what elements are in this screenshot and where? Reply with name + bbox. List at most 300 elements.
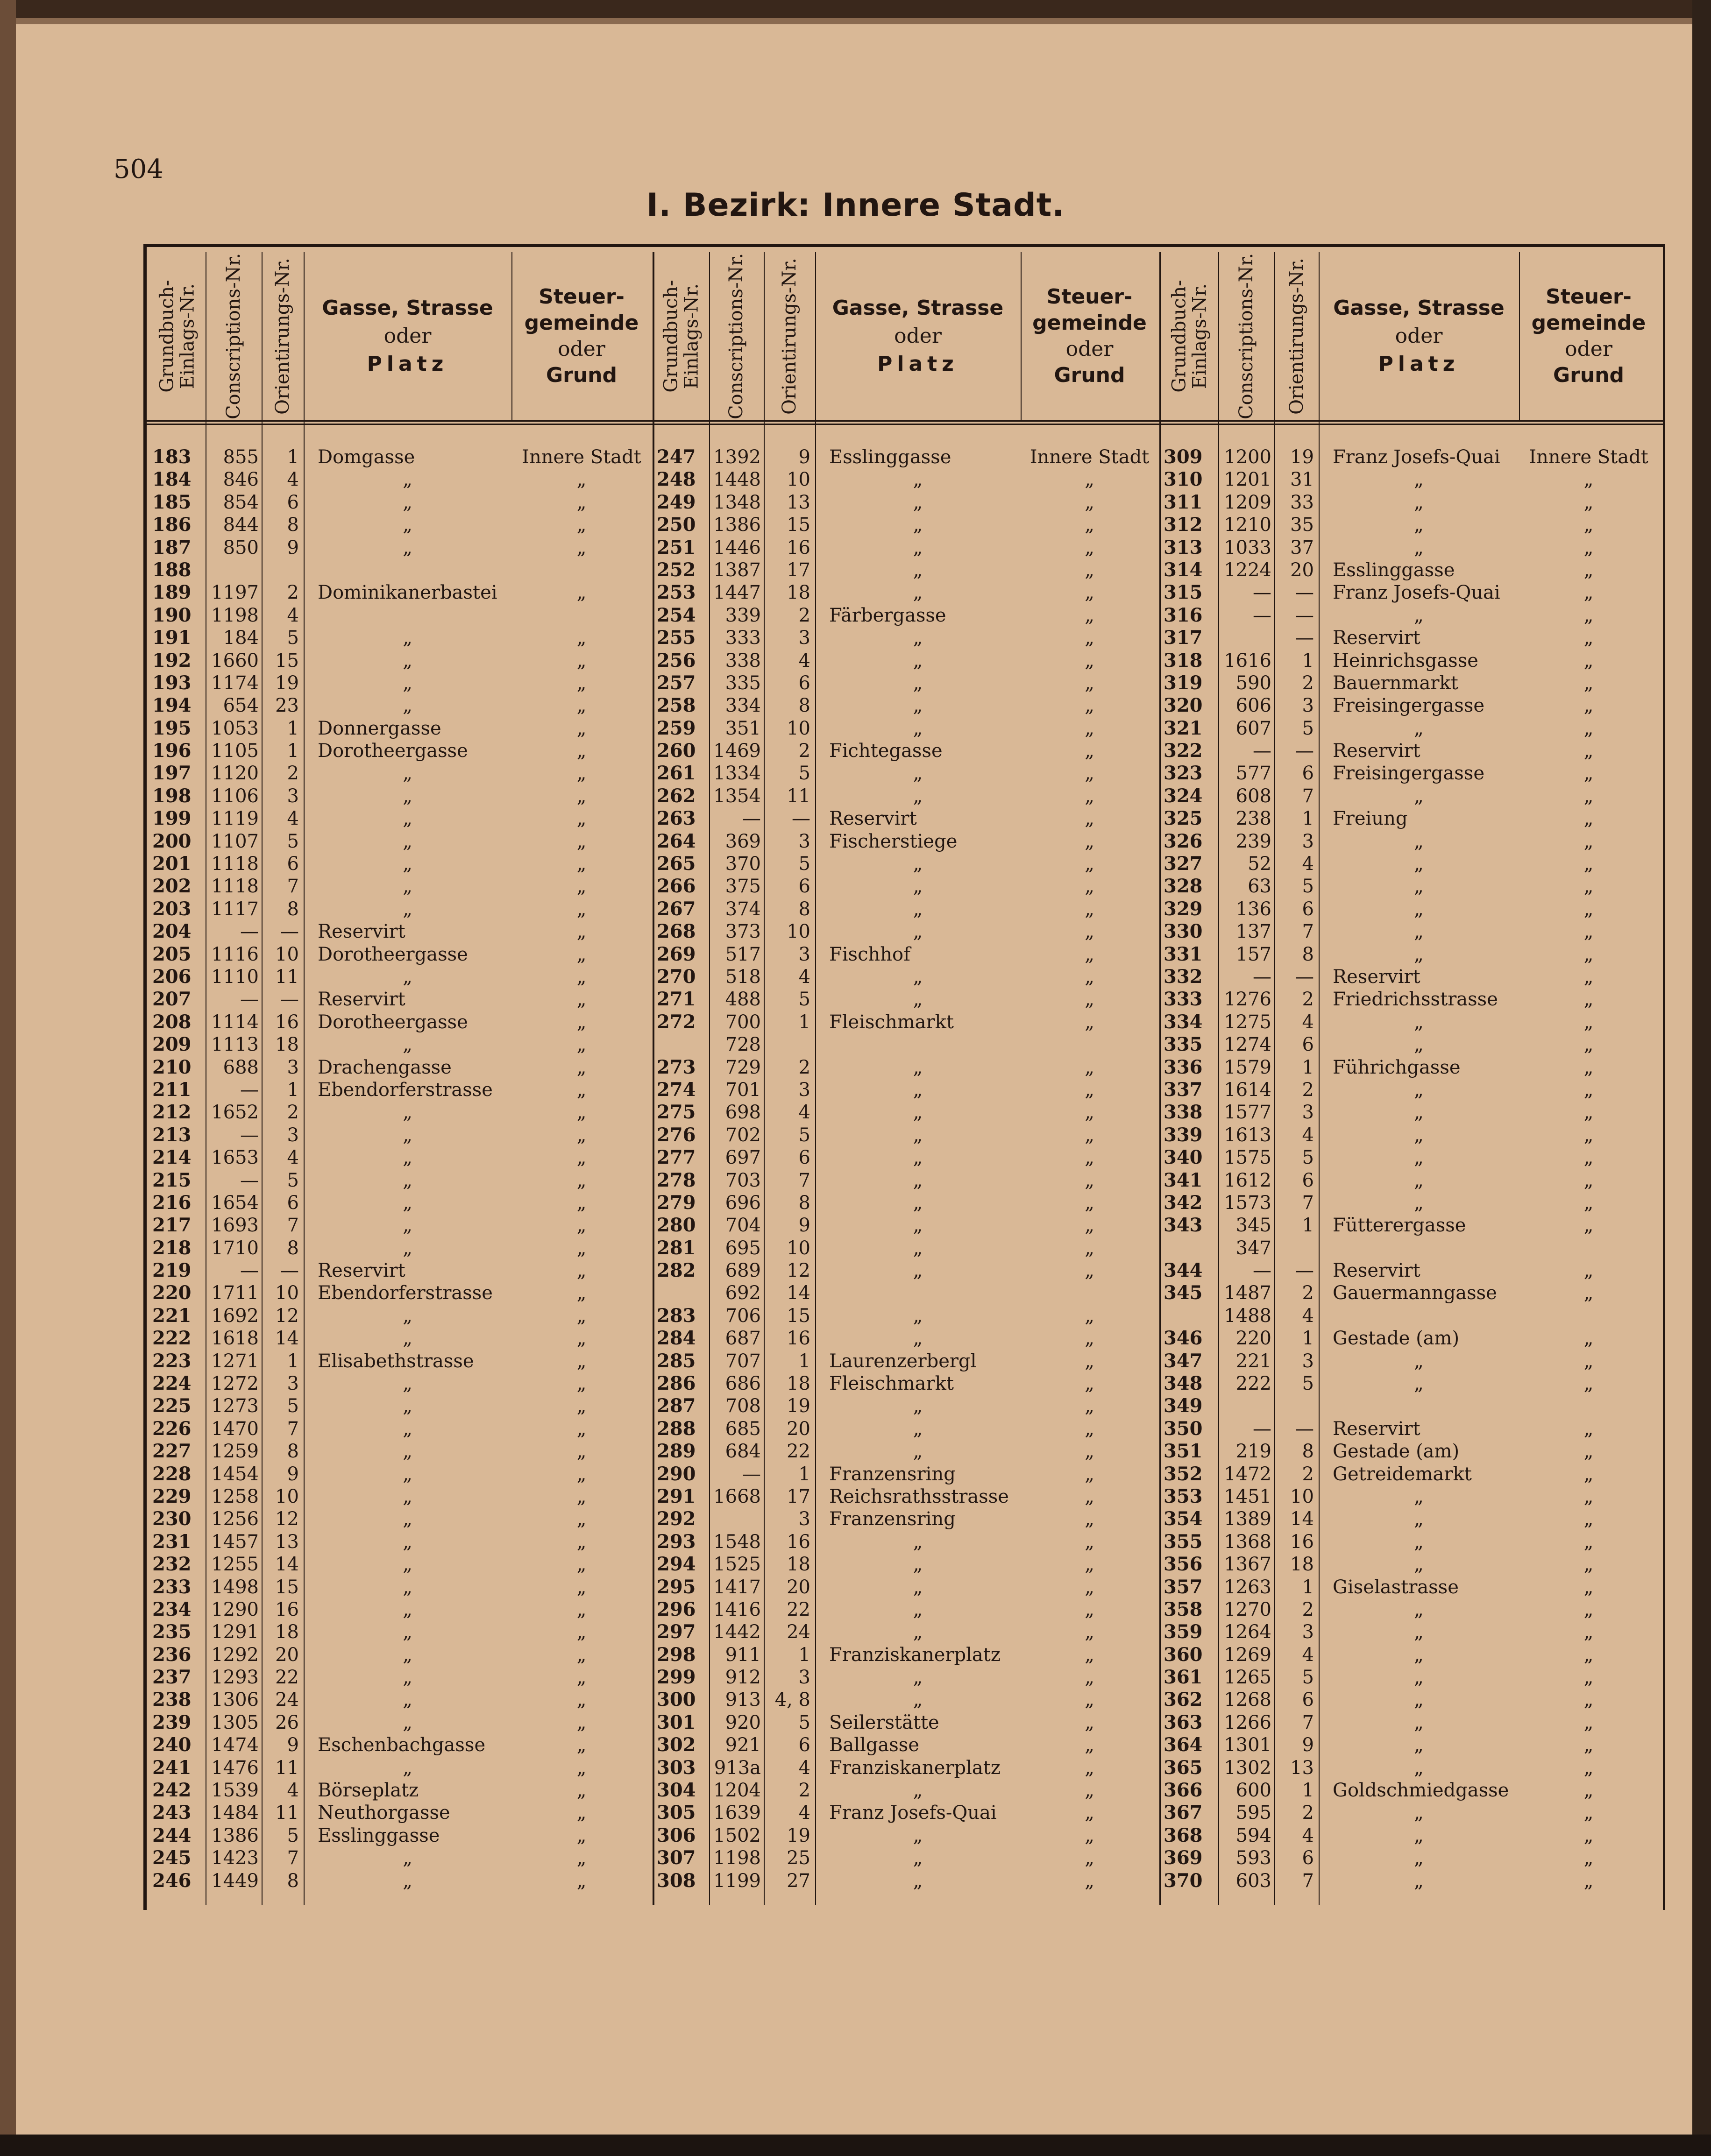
street-name: „: [913, 469, 923, 491]
conscription-number: 222: [1235, 1373, 1271, 1395]
orientirung-number: 1: [1302, 650, 1314, 672]
orientirung-number: 3: [287, 785, 299, 807]
orientirung-number: 10: [275, 1282, 299, 1304]
tax-district: „: [1085, 1373, 1094, 1395]
tax-district: „: [576, 650, 587, 672]
tax-district: „: [1085, 1508, 1094, 1530]
grundbuch-number: 287: [657, 1395, 696, 1417]
grundbuch-number: 278: [657, 1169, 696, 1191]
conscription-number: 606: [1235, 695, 1271, 717]
street-name: Eschenbachgasse: [318, 1734, 486, 1756]
street-name: „: [913, 627, 923, 649]
orientirung-number: 35: [1290, 514, 1314, 536]
orientirung-number: 6: [798, 876, 810, 898]
grundbuch-number: 311: [1164, 491, 1203, 513]
street-name: Goldschmiedgasse: [1333, 1780, 1509, 1802]
orientirung-number: 3: [287, 1056, 299, 1078]
tax-district: „: [576, 695, 587, 717]
conscription-number: 1114: [211, 1011, 259, 1033]
orientirung-number: —: [1295, 966, 1314, 988]
conscription-number: 221: [1235, 1350, 1271, 1372]
tax-district: „: [1085, 627, 1094, 649]
grundbuch-number: 359: [1164, 1621, 1203, 1643]
street-name: „: [913, 717, 923, 739]
grundbuch-number: 305: [657, 1802, 696, 1824]
conscription-number: 1120: [211, 763, 259, 785]
conscription-number: 1119: [211, 808, 259, 830]
grundbuch-number: 199: [152, 807, 192, 830]
orientirung-number: 14: [275, 1328, 299, 1350]
orientirung-number: 7: [1302, 1192, 1314, 1214]
tax-district: „: [1085, 537, 1094, 558]
tax-district: „: [1583, 695, 1594, 717]
conscription-number: 1118: [211, 853, 259, 875]
street-name: „: [1414, 1169, 1424, 1191]
grundbuch-number: 222: [152, 1327, 192, 1350]
orientirung-number: 1: [1302, 1056, 1314, 1078]
tax-district: „: [1583, 853, 1594, 875]
conscription-number: 374: [725, 898, 761, 920]
grundbuch-number: 307: [657, 1847, 696, 1869]
header-orientirungs: [764, 252, 815, 420]
grundbuch-number: 258: [657, 694, 696, 717]
tax-district: „: [576, 1463, 587, 1485]
grundbuch-number: 300: [657, 1689, 696, 1711]
conscription-number: 63: [1248, 876, 1271, 898]
conscription-number: 1348: [713, 491, 761, 513]
street-name: „: [403, 537, 412, 558]
header-divider: [143, 420, 1665, 425]
header-steuer-line: Steuer-: [539, 285, 625, 309]
orientirung-number: 4: [798, 1757, 810, 1779]
conscription-number: 1577: [1224, 1102, 1271, 1124]
grundbuch-number: 298: [657, 1643, 696, 1666]
conscription-number: 1334: [713, 763, 761, 785]
tax-district: „: [576, 1757, 587, 1779]
grundbuch-number: 297: [657, 1621, 696, 1643]
tax-district: „: [1583, 1824, 1594, 1846]
grundbuch-number: 249: [657, 491, 696, 513]
orientirung-number: 5: [1302, 1667, 1314, 1689]
grundbuch-number: 202: [152, 875, 192, 898]
street-name: „: [403, 853, 412, 875]
orientirung-number: —: [280, 989, 299, 1011]
conscription-number: 695: [725, 1237, 761, 1259]
tax-district: „: [1085, 921, 1094, 943]
conscription-number: —: [240, 1124, 259, 1146]
grundbuch-number: 272: [657, 1011, 696, 1033]
grundbuch-number: 266: [657, 875, 696, 898]
street-name: „: [1414, 1531, 1424, 1553]
conscription-number: 1117: [211, 898, 259, 920]
street-name: „: [403, 1508, 412, 1530]
street-name: „: [403, 1689, 412, 1711]
conscription-number: 654: [223, 695, 259, 717]
grundbuch-number: 263: [657, 807, 696, 830]
street-name: „: [403, 785, 412, 807]
grundbuch-number: 341: [1164, 1169, 1203, 1191]
conscription-number: 729: [725, 1056, 761, 1078]
grundbuch-number: 314: [1164, 558, 1203, 581]
street-name: „: [403, 830, 412, 852]
street-name: „: [913, 1847, 923, 1869]
street-name: „: [913, 1621, 923, 1643]
conscription-number: 1573: [1224, 1192, 1271, 1214]
tax-district: „: [1085, 1305, 1094, 1327]
orientirung-number: 17: [787, 559, 810, 581]
orientirung-number: 14: [275, 1554, 299, 1576]
conscription-number: 1291: [211, 1621, 259, 1643]
header-orientirungs: [1274, 252, 1319, 420]
street-name: „: [1414, 1644, 1424, 1666]
orientirung-number: 7: [1302, 1711, 1314, 1733]
street-name: „: [403, 876, 412, 898]
grundbuch-number: 238: [152, 1689, 192, 1711]
street-name: „: [403, 1463, 412, 1485]
street-name: „: [1414, 1079, 1424, 1101]
street-name: Getreidemarkt: [1333, 1463, 1472, 1485]
street-name: „: [913, 1598, 923, 1620]
column-rule: [1021, 252, 1022, 420]
street-name: „: [913, 1124, 923, 1146]
header-grundbuch: [654, 252, 709, 420]
street-name: Elisabethstrasse: [318, 1350, 474, 1372]
grundbuch-number: 265: [657, 853, 696, 875]
orientirung-number: 5: [287, 627, 299, 649]
conscription-number: 1204: [713, 1780, 761, 1802]
orientirung-number: 22: [787, 1441, 810, 1463]
orientirung-number: 7: [1302, 921, 1314, 943]
orientirung-number: 10: [787, 469, 810, 491]
page-bottom-edge: [0, 2135, 1711, 2156]
header-conscriptions: [709, 252, 764, 420]
orientirung-number: 20: [275, 1644, 299, 1666]
header-grundbuch-label: Grundbuch-Einlags-Nr.: [1168, 280, 1211, 393]
conscription-number: 1386: [211, 1824, 259, 1846]
header-gasse: [1319, 252, 1519, 420]
tax-district: „: [1583, 1441, 1594, 1463]
tax-district: „: [576, 1260, 587, 1282]
conscription-number: 184: [223, 627, 259, 649]
tax-district: „: [1583, 1147, 1594, 1169]
tax-district: „: [1583, 604, 1594, 626]
conscription-number: 1446: [713, 537, 761, 558]
conscription-number: 594: [1235, 1824, 1271, 1846]
street-name: „: [913, 1147, 923, 1169]
orientirung-number: 18: [787, 1554, 810, 1576]
tax-district: „: [576, 1824, 587, 1846]
street-name: Fischerstiege: [829, 830, 958, 852]
orientirung-number: 4: [1302, 1644, 1314, 1666]
tax-district: „: [1085, 1847, 1094, 1869]
header-gasse-line: Gasse, Strasse: [1333, 296, 1505, 320]
orientirung-number: —: [792, 808, 810, 830]
grundbuch-number: 342: [1164, 1191, 1203, 1214]
grundbuch-number: 242: [152, 1779, 192, 1802]
street-name: „: [403, 763, 412, 785]
tax-district: „: [576, 1282, 587, 1304]
street-name: „: [913, 537, 923, 558]
conscription-number: 1199: [713, 1870, 761, 1892]
orientirung-number: 6: [287, 1192, 299, 1214]
grundbuch-number: 285: [657, 1350, 696, 1372]
conscription-number: 1416: [713, 1598, 761, 1620]
street-name: „: [403, 1124, 412, 1146]
conscription-number: 1539: [211, 1780, 259, 1802]
orientirung-number: 7: [287, 876, 299, 898]
header-gasse: [815, 252, 1021, 420]
orientirung-number: 4: [1302, 1011, 1314, 1033]
grundbuch-number: 257: [657, 672, 696, 694]
grundbuch-number: 236: [152, 1643, 192, 1666]
conscription-number: 52: [1248, 853, 1271, 875]
tax-district: „: [576, 1169, 587, 1191]
tax-district: „: [1583, 785, 1594, 807]
grundbuch-number: 303: [657, 1756, 696, 1779]
street-name: „: [1414, 1757, 1424, 1779]
tax-district: „: [576, 1034, 587, 1056]
tax-district: „: [1085, 1485, 1094, 1507]
conscription-number: 686: [725, 1373, 761, 1395]
orientirung-number: 24: [275, 1689, 299, 1711]
conscription-number: 1613: [1224, 1124, 1271, 1146]
conscription-number: 1652: [211, 1102, 259, 1124]
grundbuch-number: 365: [1164, 1756, 1203, 1779]
orientirung-number: 1: [1302, 1328, 1314, 1350]
grundbuch-number: 360: [1164, 1643, 1203, 1666]
header-grundbuch: [149, 252, 206, 420]
orientirung-number: 4: [287, 469, 299, 491]
conscription-number: 1110: [211, 966, 259, 988]
tax-district: „: [1085, 966, 1094, 988]
orientirung-number: 3: [798, 627, 810, 649]
header-gasse-line: oder: [383, 324, 432, 348]
street-name: Franz Josefs-Quai: [1333, 446, 1500, 468]
grundbuch-number: 328: [1164, 875, 1203, 898]
orientirung-number: —: [1295, 1260, 1314, 1282]
conscription-number: 1258: [211, 1485, 259, 1507]
street-name: Friedrichsstrasse: [1333, 989, 1498, 1011]
header-steuer-line: Steuer-: [1046, 285, 1133, 309]
grundbuch-number: 205: [152, 943, 192, 965]
tax-district: „: [576, 1305, 587, 1327]
page-title: I. Bezirk: Innere Stadt.: [646, 187, 1065, 224]
street-name: „: [403, 1757, 412, 1779]
orientirung-number: 3: [798, 943, 810, 965]
grundbuch-number: 313: [1164, 536, 1203, 558]
conscription-number: 1442: [713, 1621, 761, 1643]
conscription-number: 373: [725, 921, 761, 943]
conscription-number: 850: [223, 537, 259, 558]
orientirung-number: 13: [275, 1531, 299, 1553]
grundbuch-number: 219: [152, 1259, 192, 1282]
street-name: Dominikanerbastei: [318, 582, 497, 604]
grundbuch-number: 208: [152, 1011, 192, 1033]
tax-district: „: [1583, 1079, 1594, 1101]
street-name: Heinrichsgasse: [1333, 650, 1478, 672]
conscription-number: 593: [1235, 1847, 1271, 1869]
orientirung-number: 3: [798, 830, 810, 852]
tax-district: „: [1583, 1734, 1594, 1756]
tax-district: „: [576, 1576, 587, 1598]
tax-district: „: [576, 740, 587, 762]
tax-district: „: [1085, 695, 1094, 717]
header-gasse-line: Platz: [367, 352, 448, 376]
street-name: Freisingergasse: [1333, 695, 1484, 717]
conscription-number: 1268: [1224, 1689, 1271, 1711]
street-name: „: [1414, 514, 1424, 536]
conscription-number: —: [240, 989, 259, 1011]
conscription-number: 1660: [211, 650, 259, 672]
orientirung-number: 2: [1302, 1079, 1314, 1101]
orientirung-number: 4: [287, 808, 299, 830]
street-name: Bauernmarkt: [1333, 672, 1458, 694]
conscription-number: 1210: [1224, 514, 1271, 536]
tax-district: „: [576, 989, 587, 1011]
grundbuch-number: 264: [657, 830, 696, 852]
orientirung-number: 24: [787, 1621, 810, 1643]
orientirung-number: 9: [1302, 1734, 1314, 1756]
street-name: „: [1414, 1554, 1424, 1576]
conscription-number: 1276: [1224, 989, 1271, 1011]
tax-district: „: [1085, 989, 1094, 1011]
orientirung-number: 11: [275, 1802, 299, 1824]
tax-district: „: [1583, 763, 1594, 785]
grundbuch-number: 276: [657, 1124, 696, 1146]
orientirung-number: 7: [287, 1418, 299, 1440]
grundbuch-number: 286: [657, 1372, 696, 1395]
tax-district: „: [576, 1644, 587, 1666]
orientirung-number: —: [1295, 627, 1314, 649]
header-grundbuch: [1161, 252, 1218, 420]
grundbuch-number: 332: [1164, 965, 1203, 988]
header-grundbuch-label: Grundbuch-Einlags-Nr.: [156, 280, 199, 393]
conscription-number: —: [240, 1079, 259, 1101]
conscription-number: 703: [725, 1169, 761, 1191]
header-conscriptions: [1218, 252, 1274, 420]
orientirung-number: 1: [287, 740, 299, 762]
tax-district: „: [576, 469, 587, 491]
conscription-number: 339: [725, 604, 761, 626]
orientirung-number: 2: [1302, 1463, 1314, 1485]
conscription-number: 220: [1235, 1328, 1271, 1350]
street-name: „: [403, 1621, 412, 1643]
header-gasse-line: oder: [1395, 324, 1443, 348]
street-name: „: [403, 514, 412, 536]
grundbuch-number: 234: [152, 1598, 192, 1620]
conscription-number: 1476: [211, 1757, 259, 1779]
orientirung-number: 4: [798, 1102, 810, 1124]
header-steuer-line: Grund: [1054, 363, 1125, 387]
conscription-number: 1575: [1224, 1147, 1271, 1169]
tax-district: „: [1583, 740, 1594, 762]
tax-district: „: [1583, 491, 1594, 513]
street-name: „: [1414, 469, 1424, 491]
orientirung-number: 5: [798, 1124, 810, 1146]
conscription-number: 1118: [211, 876, 259, 898]
street-name: „: [1414, 491, 1424, 513]
street-name: „: [913, 876, 923, 898]
conscription-number: 1198: [211, 604, 259, 626]
conscription-number: 1113: [211, 1034, 259, 1056]
street-name: „: [1414, 1598, 1424, 1620]
tax-district: „: [1085, 1215, 1094, 1237]
street-name: „: [1414, 1350, 1424, 1372]
grundbuch-number: 196: [152, 740, 192, 762]
street-name: Franz Josefs-Quai: [1333, 582, 1500, 604]
street-name: „: [403, 1305, 412, 1327]
grundbuch-number: 370: [1164, 1869, 1203, 1892]
street-name: „: [403, 808, 412, 830]
grundbuch-number: 216: [152, 1191, 192, 1214]
street-name: Domgasse: [318, 446, 415, 468]
grundbuch-number: 327: [1164, 853, 1203, 875]
orientirung-number: 9: [287, 1463, 299, 1485]
tax-district: „: [1583, 1418, 1594, 1440]
street-name: Fischhof: [829, 943, 910, 965]
conscription-number: 684: [725, 1441, 761, 1463]
grundbuch-number: 292: [657, 1508, 696, 1530]
street-name: „: [913, 1531, 923, 1553]
street-name: „: [403, 1667, 412, 1689]
conscription-number: —: [240, 1260, 259, 1282]
tax-district: „: [1085, 830, 1094, 852]
conscription-number: 696: [725, 1192, 761, 1214]
tax-district: „: [1583, 1485, 1594, 1507]
grundbuch-number: 241: [152, 1756, 192, 1779]
street-name: Reichsrathsstrasse: [829, 1485, 1009, 1507]
orientirung-number: 1: [798, 1011, 810, 1033]
tax-district: „: [1085, 1802, 1094, 1824]
orientirung-number: 2: [798, 1780, 810, 1802]
conscription-number: 347: [1235, 1237, 1271, 1259]
grundbuch-number: 362: [1164, 1689, 1203, 1711]
orientirung-number: 3: [1302, 1350, 1314, 1372]
grundbuch-number: 357: [1164, 1576, 1203, 1598]
street-name: „: [1414, 1011, 1424, 1033]
conscription-number: 688: [223, 1056, 259, 1078]
orientirung-number: 7: [1302, 785, 1314, 807]
grundbuch-number: 301: [657, 1711, 696, 1733]
tax-district: „: [576, 1508, 587, 1530]
grundbuch-number: 293: [657, 1530, 696, 1553]
conscription-number: 1256: [211, 1508, 259, 1530]
grundbuch-number: 268: [657, 920, 696, 943]
conscription-number: 608: [1235, 785, 1271, 807]
conscription-number: 1106: [211, 785, 259, 807]
street-name: „: [1414, 717, 1424, 739]
header-conscriptions: [206, 252, 262, 420]
orientirung-number: 1: [287, 1079, 299, 1101]
orientirung-number: 2: [287, 582, 299, 604]
orientirung-number: 4: [798, 1802, 810, 1824]
street-name: „: [913, 1824, 923, 1846]
grundbuch-number: 340: [1164, 1146, 1203, 1169]
conscription-number: 1354: [713, 785, 761, 807]
orientirung-number: 1: [798, 1463, 810, 1485]
grundbuch-number: 193: [152, 672, 192, 694]
tax-district: „: [1085, 1124, 1094, 1146]
tax-district: „: [576, 1531, 587, 1553]
orientirung-number: 3: [287, 1124, 299, 1146]
grundbuch-number: 289: [657, 1440, 696, 1463]
grundbuch-number: 248: [657, 468, 696, 491]
orientirung-number: 9: [287, 537, 299, 558]
orientirung-number: 18: [787, 1373, 810, 1395]
grundbuch-number: 231: [152, 1530, 192, 1553]
tax-district: „: [1085, 808, 1094, 830]
conscription-number: 1470: [211, 1418, 259, 1440]
